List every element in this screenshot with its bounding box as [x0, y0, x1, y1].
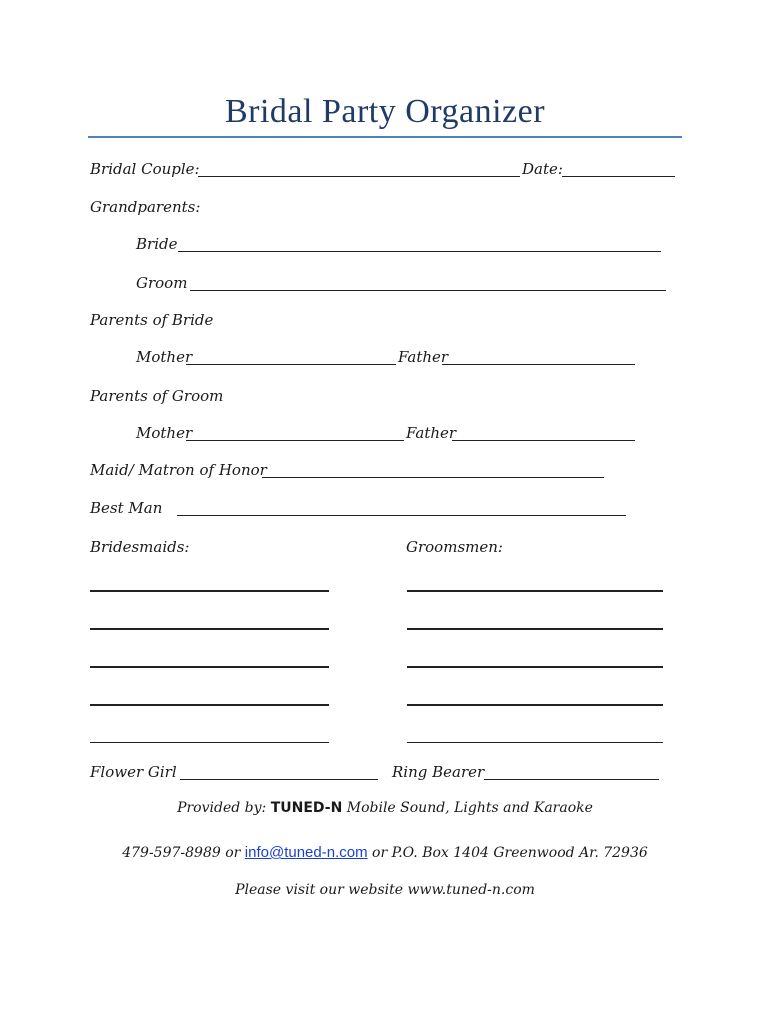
title-divider [88, 136, 682, 138]
maid-of-honor-field[interactable] [262, 477, 604, 478]
phone-text: 479-597-8989 or [122, 845, 245, 861]
groom-father-field[interactable] [452, 440, 635, 441]
groomsman-field-3[interactable] [407, 666, 663, 668]
date-label: Date: [522, 160, 563, 178]
brand-name: TUNED-N [270, 800, 343, 816]
address-text: or P.O. Box 1404 Greenwood Ar. 72936 [367, 845, 648, 861]
website-line: Please visit our website www.tuned-n.com [235, 882, 535, 898]
flower-girl-field[interactable] [180, 779, 378, 780]
email-link[interactable]: info@tuned-n.com [244, 844, 368, 861]
grandparents-bride-field[interactable] [178, 251, 661, 252]
bridesmaid-field-3[interactable] [90, 666, 329, 668]
bridesmaids-label: Bridesmaids: [90, 538, 190, 556]
ring-bearer-label: Ring Bearer [392, 763, 485, 781]
provided-by-services: Mobile Sound, Lights and Karaoke [342, 800, 593, 816]
bridal-couple-label: Bridal Couple: [90, 160, 200, 178]
flower-girl-label: Flower Girl [90, 763, 177, 781]
contact-line [0, 844, 770, 861]
parents-of-groom-label: Parents of Groom [90, 387, 224, 405]
grandparents-bride-label: Bride [136, 235, 178, 253]
best-man-label: Best Man [90, 499, 163, 517]
groom-mother-label: Mother [136, 424, 193, 442]
maid-of-honor-label: Maid/ Matron of Honor [90, 461, 267, 479]
groomsman-field-2[interactable] [407, 628, 663, 630]
provided-by-line [0, 800, 770, 816]
groomsman-field-4[interactable] [407, 704, 663, 706]
groom-father-label: Father [406, 424, 457, 442]
page-title: Bridal Party Organizer [224, 93, 546, 130]
bridal-couple-field[interactable] [198, 176, 520, 177]
parents-of-bride-label: Parents of Bride [90, 311, 214, 329]
grandparents-groom-field[interactable] [190, 290, 666, 291]
bridesmaid-field-1[interactable] [90, 590, 329, 592]
date-field[interactable] [562, 176, 675, 177]
bridesmaid-field-2[interactable] [90, 628, 329, 630]
grandparents-groom-label: Groom [136, 274, 188, 292]
groomsmen-label: Groomsmen: [406, 538, 503, 556]
bride-mother-label: Mother [136, 348, 193, 366]
bride-mother-field[interactable] [186, 364, 396, 365]
grandparents-label: Grandparents: [90, 198, 201, 216]
bridesmaid-field-5[interactable] [90, 742, 329, 743]
bridesmaid-field-4[interactable] [90, 704, 329, 706]
ring-bearer-field[interactable] [484, 779, 659, 780]
bride-father-field[interactable] [442, 364, 635, 365]
provided-by-label: Provided by: [177, 800, 271, 816]
bride-father-label: Father [398, 348, 449, 366]
groomsman-field-1[interactable] [407, 590, 663, 592]
groomsman-field-5[interactable] [407, 742, 663, 743]
best-man-field[interactable] [177, 515, 626, 516]
groom-mother-field[interactable] [186, 440, 404, 441]
